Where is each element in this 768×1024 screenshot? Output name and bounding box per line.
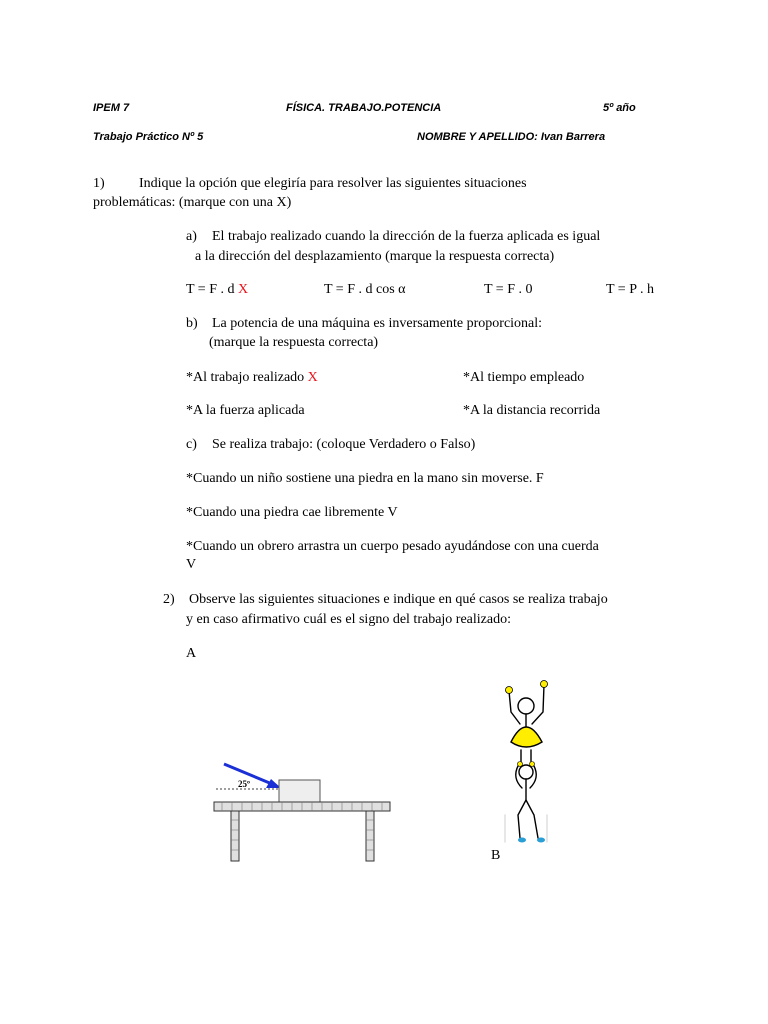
q1a-letter: a) [186, 229, 197, 244]
q1c-text: Se realiza trabajo: (coloque Verdadero o Falso) [212, 437, 476, 452]
lifter-foot-right [537, 838, 545, 843]
q1c-statement-2: *Cuando una piedra cae libremente V [186, 505, 398, 520]
top-figure-hand-left [506, 687, 513, 694]
q2-line1: Observe las siguientes situaciones e indique en qué casos se realiza trabajo [189, 592, 608, 607]
q1c-letter: c) [186, 437, 197, 452]
q1b-option-3: *A la fuerza aplicada [186, 403, 305, 418]
q1b-option-2: *Al tiempo empleado [463, 370, 585, 385]
school-year: 5º año [603, 102, 636, 114]
q1a-line2: a la dirección del desplazamiento (marque la respuesta correcta) [195, 249, 555, 264]
situation-b-label: B [491, 848, 501, 863]
q1-line2: problemáticas: (marque con una X) [93, 195, 292, 210]
q1c-statement-3-answer: V [186, 557, 197, 572]
q1c-statement-1: *Cuando un niño sostiene una piedra en la mano sin moverse. F [186, 471, 544, 486]
angle-label: 25º [238, 779, 250, 789]
q1b-letter: b) [186, 316, 198, 331]
answer-mark: X [237, 282, 249, 297]
q1-number: 1) [93, 176, 105, 191]
q1c-statement-3: *Cuando un obrero arrastra un cuerpo pesado ayudándose con una cuerda [186, 539, 599, 554]
student-name: NOMBRE Y APELLIDO: Ivan Barrera [417, 131, 606, 143]
lifter-foot-left [518, 838, 526, 843]
top-figure-hand-right [541, 681, 548, 688]
top-figure-head [518, 698, 534, 714]
situation-a-label: A [186, 646, 197, 661]
top-figure-dress [511, 727, 542, 747]
q1a-option-2: T = F . d cos α [324, 282, 406, 297]
q1a-option-4: T = P . h [606, 282, 654, 297]
q2-number: 2) [163, 592, 175, 607]
q1-line1: Indique la opción que elegiría para resolver las siguientes situaciones [139, 176, 527, 191]
q1b-option-4: *A la distancia recorrida [463, 403, 601, 418]
q1b-line1: La potencia de una máquina es inversamente proporcional: [212, 316, 543, 331]
q1a-option-1: T = F . d X [186, 282, 249, 297]
lifter-head [519, 765, 533, 779]
q2-line2: y en caso afirmativo cuál es el signo del trabajo realizado: [186, 612, 511, 627]
q1b-line2: (marque la respuesta correcta) [209, 335, 379, 350]
practical-number: Trabajo Práctico Nº 5 [93, 131, 204, 143]
q1b-option-1: *Al trabajo realizado X [186, 370, 318, 385]
school-name: IPEM 7 [93, 102, 130, 114]
lifter-legs [518, 800, 538, 838]
subject-title: FÍSICA. TRABAJO.POTENCIA [286, 102, 442, 114]
q1a-line1: El trabajo realizado cuando la dirección de la fuerza aplicada es igual [212, 229, 601, 244]
q1a-option-3: T = F . 0 [484, 282, 533, 297]
answer-mark: X [307, 370, 318, 385]
